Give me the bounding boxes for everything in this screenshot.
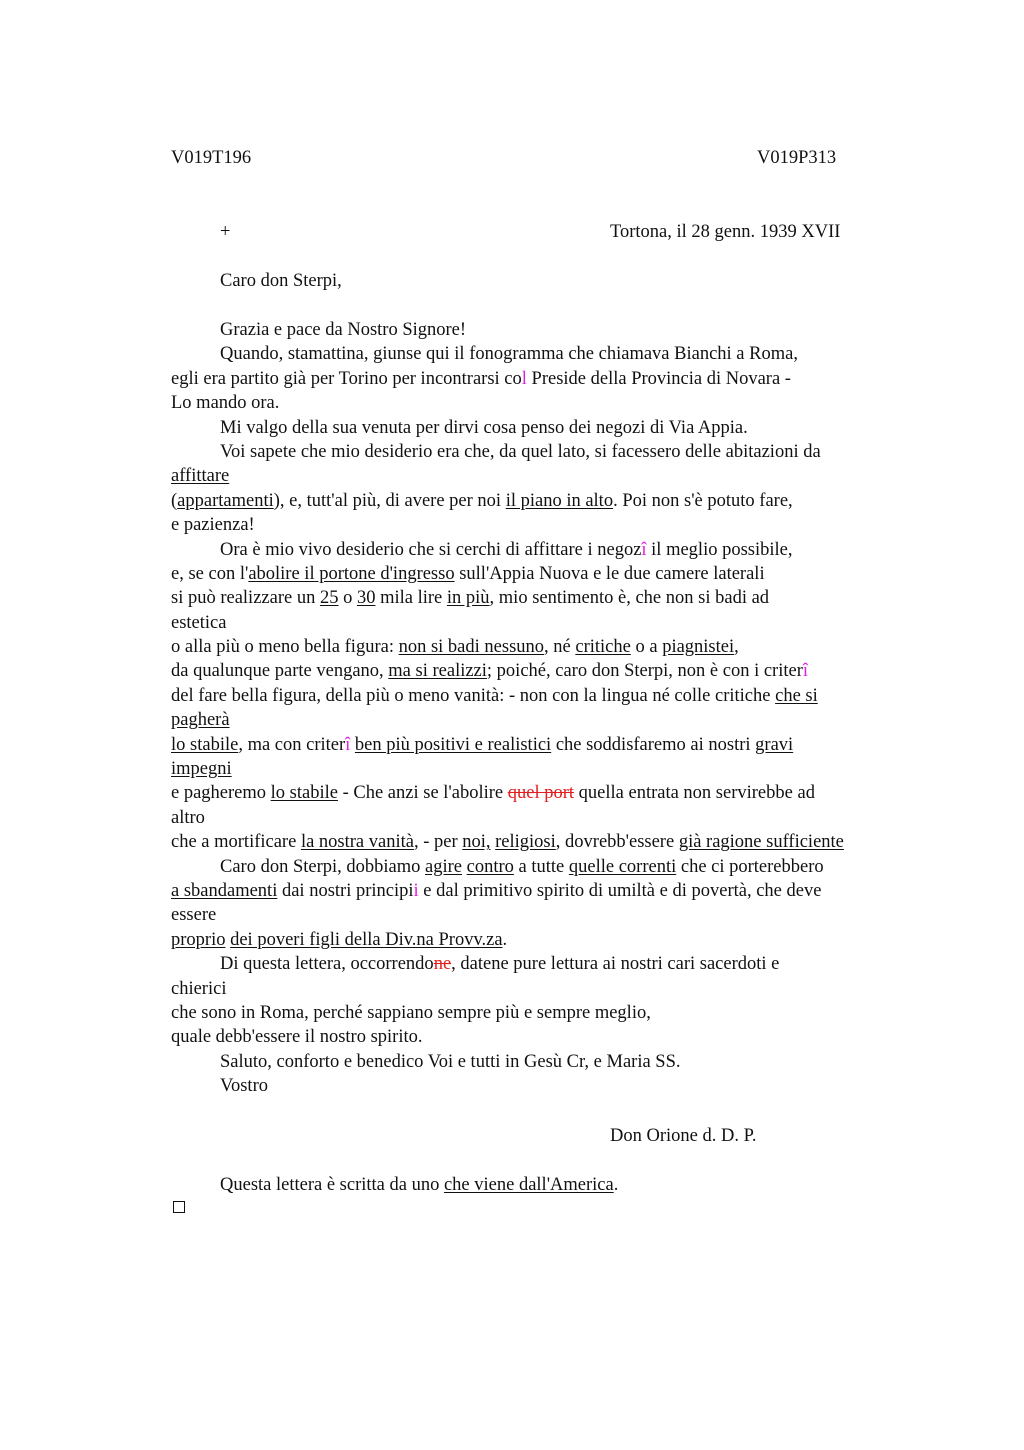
text-line: affittare	[171, 466, 230, 487]
text-line: Lo mando ora.	[171, 393, 280, 414]
text-line: lo stabile, ma con criterî ben più positivi e realistici che soddisfaremo ai nostri gravi	[171, 734, 794, 755]
text-line: del fare bella figura, della più o meno vanità: - non con la lingua né colle critiche che si	[171, 685, 818, 706]
salutation: Caro don Sterpi,	[220, 271, 342, 291]
text-line: quale debb'essere il nostro spirito.	[171, 1027, 423, 1048]
cross-mark: +	[220, 222, 231, 242]
greeting-line: Grazia e pace da Nostro Signore!	[220, 320, 467, 340]
text-line: altro	[171, 807, 205, 828]
text-line: estetica	[171, 612, 227, 633]
letter-body	[171, 318, 931, 1099]
deleted-text: quel port	[507, 783, 575, 804]
text-line: e pazienza!	[171, 515, 255, 536]
place-date: Tortona, il 28 genn. 1939 XVII	[610, 222, 841, 242]
correction-letter: l	[521, 368, 527, 389]
correction-letter: î	[345, 734, 351, 755]
correction-letter: î	[641, 539, 647, 560]
text-line: e pagheremo lo stabile - Che anzi se l'abolire quel port quella entrata non servirebbe ad	[171, 783, 815, 804]
text-line: Ora è mio vivo desiderio che si cerchi di affittare i negozî il meglio possibile,	[220, 539, 793, 560]
text-line: a sbandamenti dai nostri principii e dal primitivo spirito di umiltà e di povertà, che deve	[171, 880, 822, 901]
text-line: essere	[171, 905, 217, 926]
text-line: Di questa lettera, occorrendone, datene pure lettura ai nostri cari sacerdoti e	[220, 954, 780, 975]
correction-letter: i	[413, 880, 419, 901]
text-line: e, se con l'abolire il portone d'ingresso sull'Appia Nuova e le due camere laterali	[171, 563, 765, 584]
closing: Vostro	[220, 1076, 268, 1097]
document-code-right: V019P313	[757, 148, 837, 168]
checkbox-glyph-icon	[173, 1201, 185, 1213]
signature: Don Orione d. D. P.	[610, 1126, 757, 1146]
document-code-left: V019T196	[171, 148, 252, 168]
footnote: Questa lettera è scritta da uno che viene dall'America.	[220, 1175, 619, 1195]
text-line: impegni	[171, 759, 232, 780]
text-line: da qualunque parte vengano, ma si realizzi; poiché, caro don Sterpi, non è con i criterî	[171, 661, 808, 682]
text-line: egli era partito già per Torino per incontrarsi col Preside della Provincia di Novara -	[171, 368, 791, 389]
text-line: proprio dei poveri figli della Div.na Provv.za.	[171, 929, 508, 950]
text-line: che sono in Roma, perché sappiano sempre più e sempre meglio,	[171, 1002, 651, 1023]
correction-letter: î	[802, 661, 808, 682]
blessing-line: Saluto, conforto e benedico Voi e tutti in Gesù Cr, e Maria SS.	[220, 1051, 681, 1072]
text-line: Caro don Sterpi, dobbiamo agire contro a tutte quelle correnti che ci porterebbero	[220, 856, 824, 877]
text-line: o alla più o meno bella figura: non si badi nessuno, né critiche o a piagnistei,	[171, 637, 739, 658]
text-line: pagherà	[171, 710, 230, 731]
text-line: che a mortificare la nostra vanità, - per noi, religiosi, dovrebb'essere già ragione sufficiente	[171, 832, 844, 853]
text-line: Voi sapete che mio desiderio era che, da quel lato, si facessero delle abitazioni da	[220, 441, 821, 462]
text-line: chierici	[171, 978, 227, 999]
text-line: Mi valgo della sua venuta per dirvi cosa penso dei negozi di Via Appia.	[220, 417, 748, 438]
deleted-text: ne	[433, 954, 452, 975]
text-line: Quando, stamattina, giunse qui il fonogramma che chiamava Bianchi a Roma,	[220, 344, 798, 365]
text-line: si può realizzare un 25 o 30 mila lire in più, mio sentimento è, che non si badi ad	[171, 588, 770, 609]
text-line: (appartamenti), e, tutt'al più, di avere per noi il piano in alto. Poi non s'è potuto fare,	[171, 490, 793, 511]
